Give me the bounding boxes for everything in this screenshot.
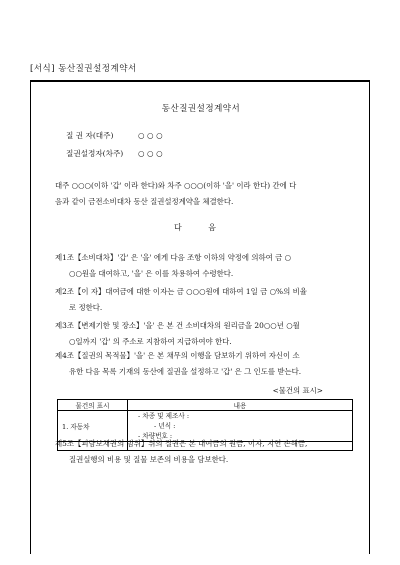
intro-paragraph [55,178,355,210]
article-continuation: 유한 다음 목록 기재의 동산에 질권을 설정하고 '갑' 은 그 인도를 받는다. [69,367,302,376]
document-title: 동산질권설정계약서 [161,104,241,114]
party-pledgor [66,148,163,159]
party-pledgor-label: 질권설정자(차주) [66,149,124,158]
contract-frame [30,80,370,554]
article-continuation: 로 정한다. [69,303,103,312]
article-5 [55,436,355,468]
article-line: 제1조【소비대차】'갑' 은 '을' 에게 다음 조항 이하의 약정에 의하여 금 ○ [55,253,292,262]
detail-line: - 차량번호 : [138,432,173,440]
intro-line: 음과 같이 금전소비대차 동산 질권설정계약을 체결한다. [55,197,234,206]
intro-line: 대주 ○○○(이하 '갑' 이라 한다)와 차주 ○○○(이하 '을' 이라 한다) 간에 다 [55,181,297,190]
table-header-cell: 물건의 표시 [58,400,128,411]
table-cell-item: 1. 자동차 [58,411,128,442]
detail-line: - 차종 및 제조사 : [138,412,190,420]
table-header-row [58,400,353,411]
party-pledgor-name: ○ ○ ○ [138,149,163,158]
article-line: 제2조【이 자】대여금에 대한 이자는 금 ○○○원에 대하여 1일 금 ○%의 비율 [55,287,307,296]
article-line: 제5조【피담보채권의 범위】위의 질권은 본 대여금의 원금, 이자, 지연 손해금, [55,439,308,448]
article-3 [55,318,355,350]
article-line: 제4조【질권의 목적물】'을' 은 본 채무의 이행을 담보하기 위하여 자신이 소 [55,351,300,360]
article-1 [55,250,355,282]
article-2 [55,284,355,316]
article-continuation: ○○원을 대여하고, '을' 은 이를 차용하여 수령한다. [69,269,234,278]
form-label: [서식] 동산질권설정계약서 [30,64,137,74]
table-header-cell: 내용 [128,400,353,411]
section-heading: 다 음 [174,223,228,232]
party-lender [66,130,163,141]
article-continuation: 질권실행의 비용 및 질물 보존의 비용을 담보한다. [69,455,229,464]
article-continuation: ○일까지 '갑' 의 주소로 지참하여 지급하여야 한다. [69,337,232,346]
article-4 [55,348,355,380]
table-caption: <물건의 표시> [272,386,323,395]
detail-line: - 년식 : [154,422,176,430]
article-line: 제3조【변제기한 및 장소】'을' 은 본 건 소비대차의 원리금을 20○○년 ○월 [55,321,300,330]
party-lender-label: 질 권 자(대주) [66,131,114,140]
party-lender-name: ○ ○ ○ [138,131,163,140]
